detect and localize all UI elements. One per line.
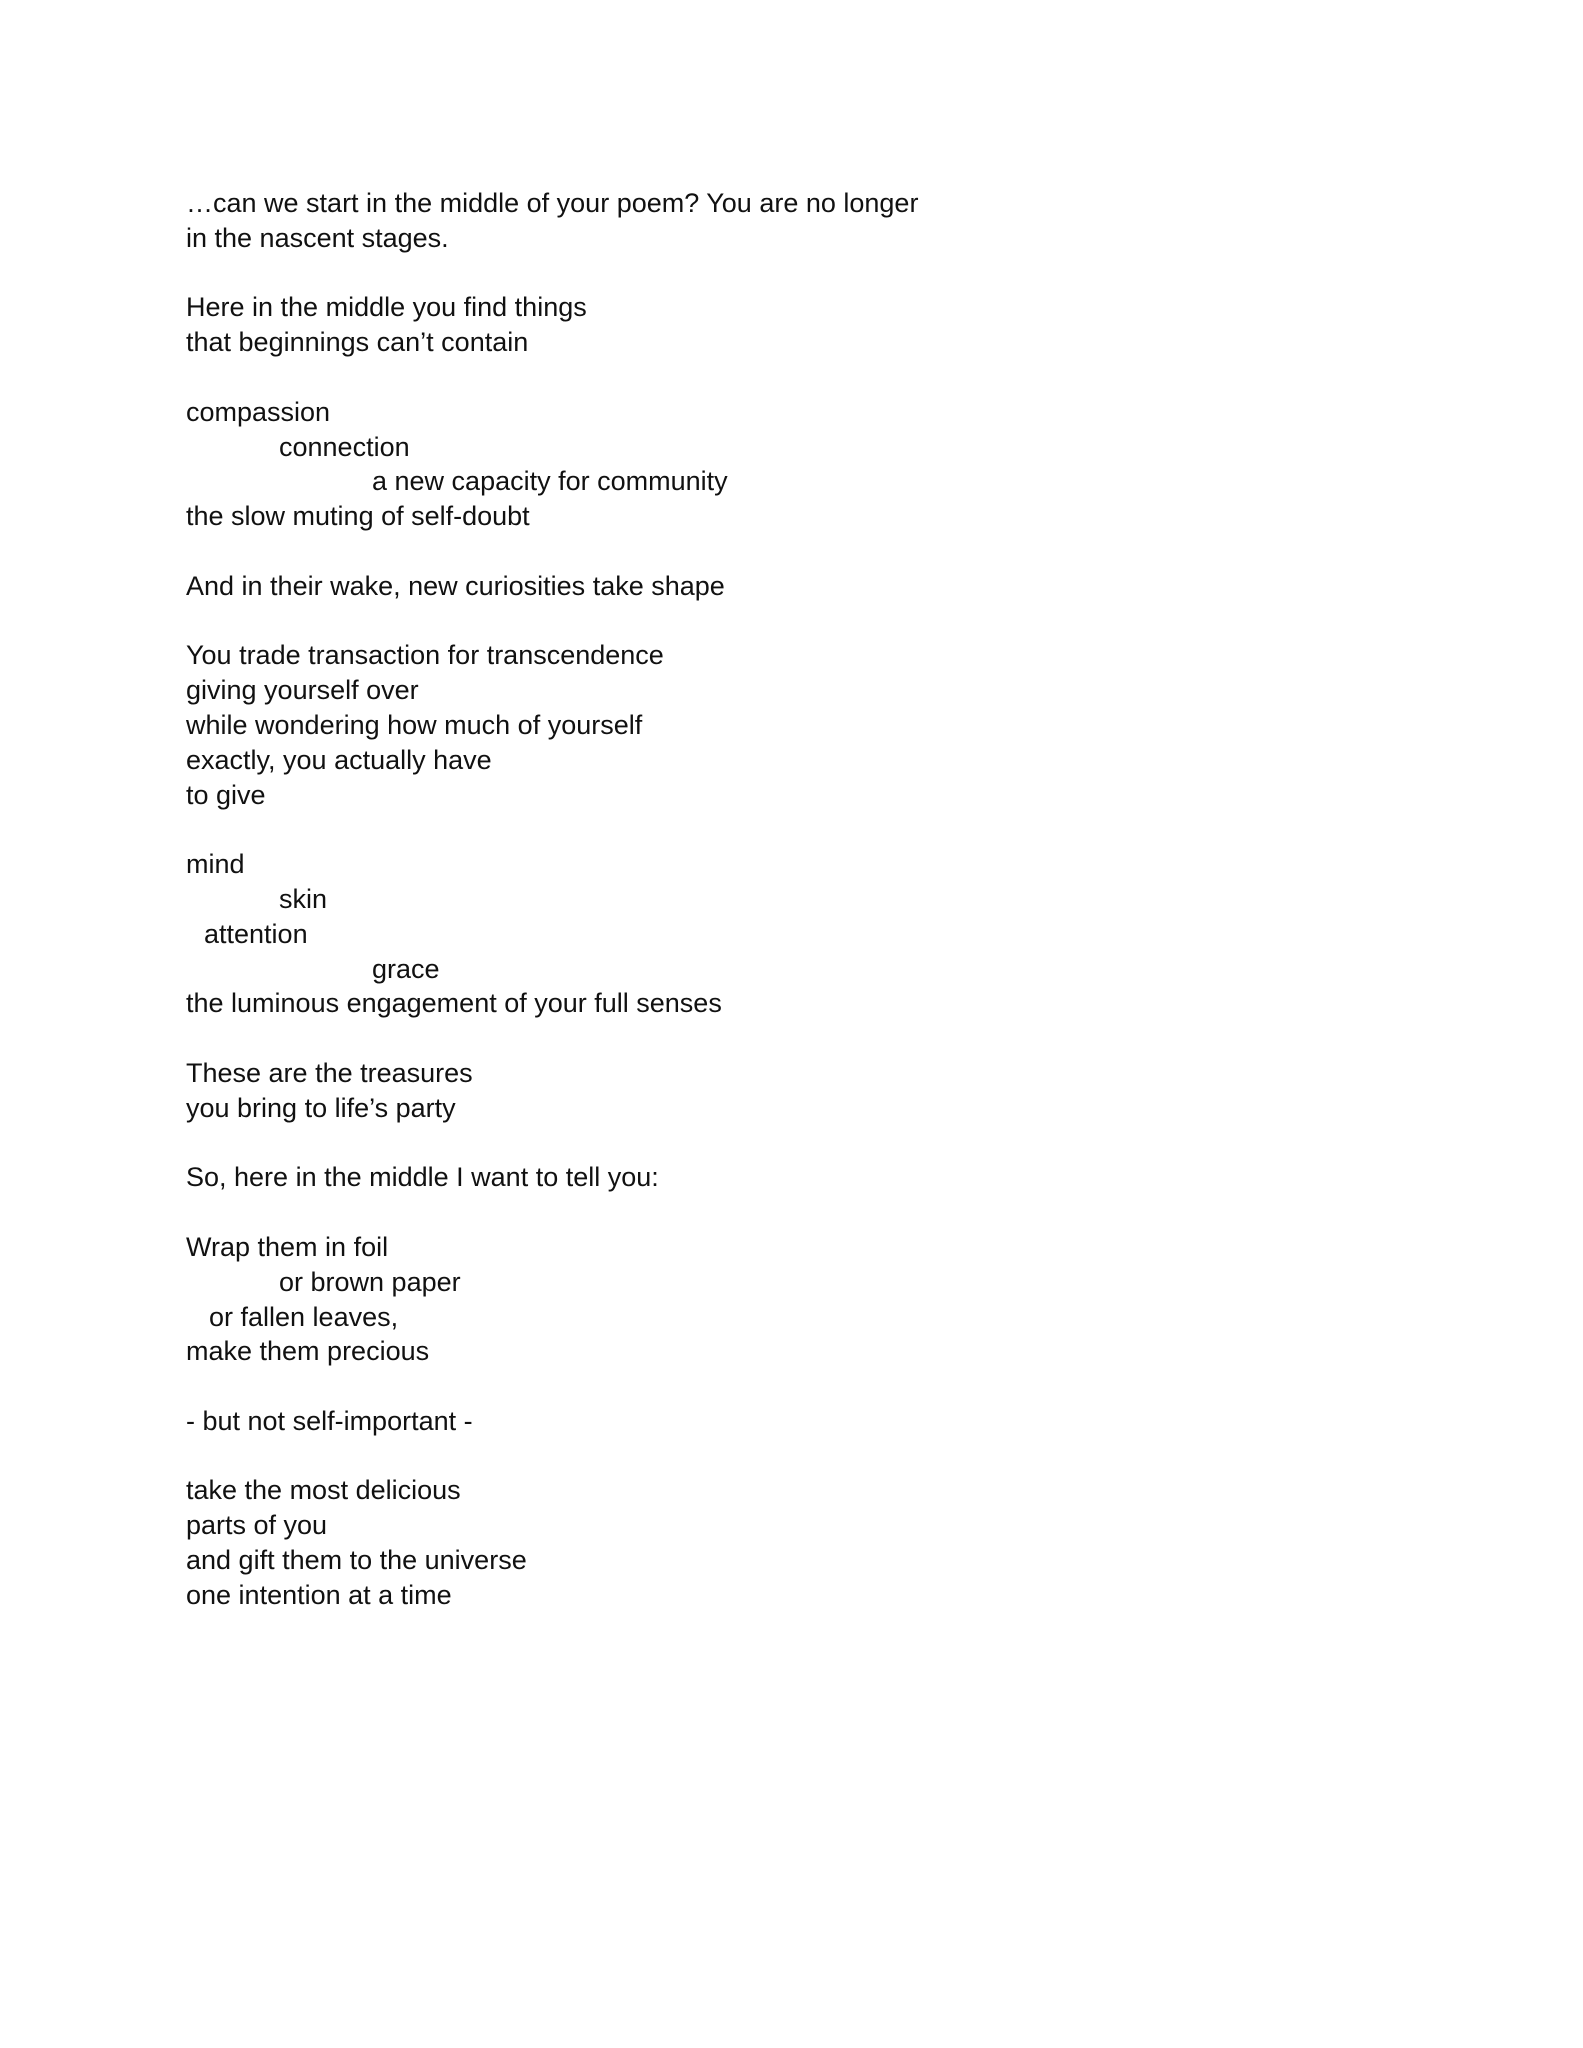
poem-line: in the nascent stages. xyxy=(186,222,449,253)
poem-line: These are the treasures xyxy=(186,1057,473,1088)
stanza-break xyxy=(186,1369,1386,1404)
poem-line: you bring to life’s party xyxy=(186,1092,456,1123)
stanza-break xyxy=(186,360,1386,395)
poem-line-indented: grace xyxy=(372,953,440,984)
stanza-break xyxy=(186,1021,1386,1056)
stanza-break xyxy=(186,812,1386,847)
poem-line: the luminous engagement of your full senses xyxy=(186,988,722,1019)
poem-line: while wondering how much of yourself xyxy=(186,709,643,740)
poem-line: exactly, you actually have xyxy=(186,744,492,775)
stanza-break xyxy=(186,1195,1386,1230)
stanza-break xyxy=(186,256,1386,291)
poem-line: one intention at a time xyxy=(186,1579,452,1610)
poem-line: And in their wake, new curiosities take shape xyxy=(186,570,725,601)
stanza-break xyxy=(186,1439,1386,1474)
poem-line: to give xyxy=(186,779,266,810)
poem-line: the slow muting of self-doubt xyxy=(186,501,530,532)
poem-line: …can we start in the middle of your poem? You are no longer xyxy=(186,188,919,218)
stanza-break xyxy=(186,604,1386,639)
poem-body xyxy=(186,186,1386,1613)
poem-line-indented: a new capacity for community xyxy=(372,466,728,497)
stanza-break xyxy=(186,1126,1386,1161)
stanza-break xyxy=(186,534,1386,569)
poem-line: giving yourself over xyxy=(186,675,419,706)
poem-line: You trade transaction for transcendence xyxy=(186,640,664,671)
poem-line-indented: skin xyxy=(279,883,328,914)
poem-line: So, here in the middle I want to tell you: xyxy=(186,1162,659,1193)
poem-line: that beginnings can’t contain xyxy=(186,327,529,358)
poem-line: parts of you xyxy=(186,1510,328,1541)
poem-line-indented: attention xyxy=(204,918,308,949)
poem-line-indented: or fallen leaves, xyxy=(209,1301,399,1332)
poem-line: Wrap them in foil xyxy=(186,1231,389,1262)
poem-line: mind xyxy=(186,849,245,880)
poem-line: compassion xyxy=(186,396,331,427)
poem-line-indented: connection xyxy=(279,431,410,462)
poem-line: - but not self-important - xyxy=(186,1405,473,1436)
poem-line: take the most delicious xyxy=(186,1475,461,1506)
poem-line-indented: or brown paper xyxy=(279,1266,461,1297)
poem-line: Here in the middle you find things xyxy=(186,292,587,323)
poem-line: make them precious xyxy=(186,1336,430,1367)
poem-line: and gift them to the universe xyxy=(186,1545,527,1576)
